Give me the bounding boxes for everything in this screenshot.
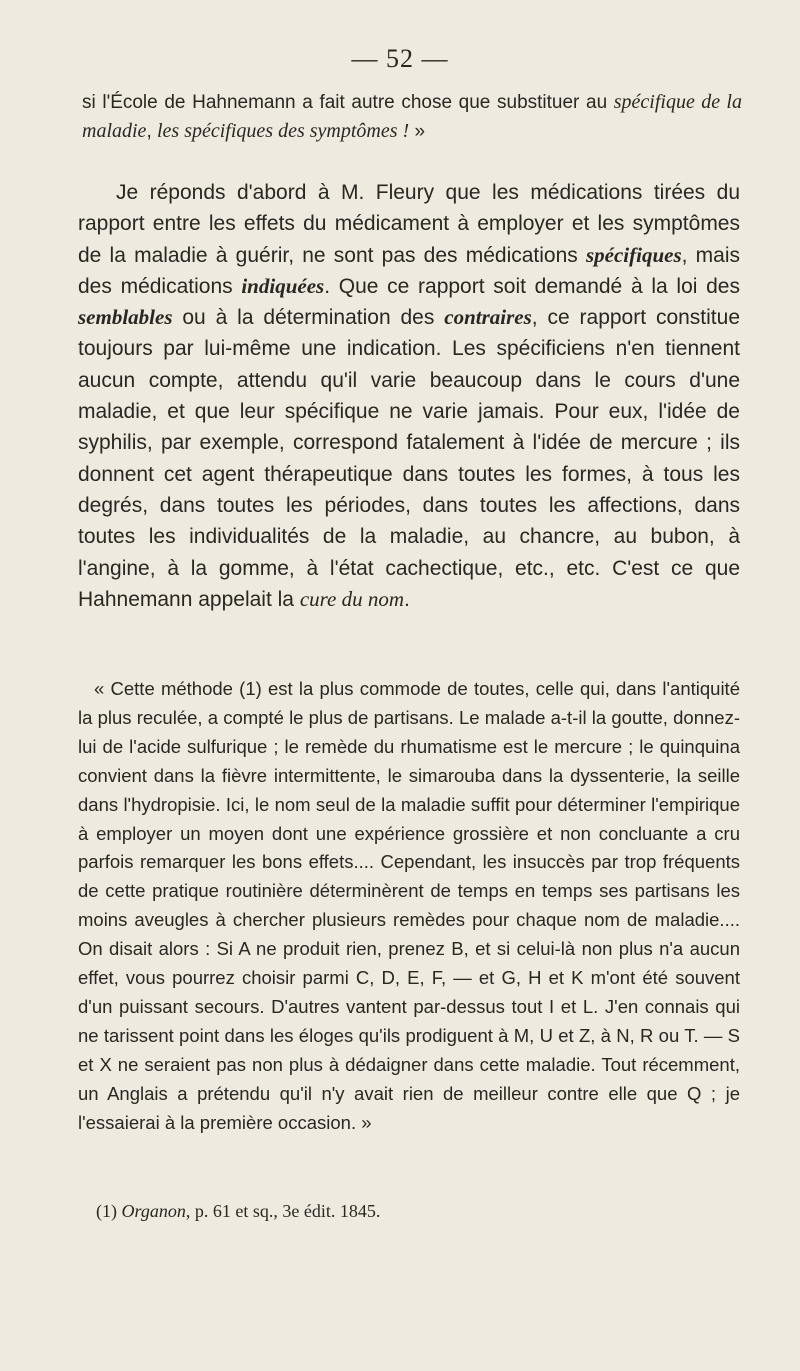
main-text-1: Je réponds d'abord à M. Fleury que les médications tirées du rapport entre les effets du médicament à employer et les symptômes de la maladie à guérir, ne sont pas des médications <box>78 181 740 267</box>
main-text-6: . <box>404 587 410 611</box>
main-paragraph-text <box>78 177 740 615</box>
intro-quote <box>82 88 742 146</box>
main-emphasis-2: indiquées <box>241 273 325 298</box>
footnote-rest: , p. 61 et sq., 3e édit. 1845. <box>185 1201 381 1221</box>
main-text-4: ou à la détermination des <box>172 306 445 330</box>
main-emphasis-4: contraires <box>444 305 532 330</box>
intro-text-2: , <box>146 121 157 142</box>
intro-italic-1: spécifique de la maladie <box>82 91 742 142</box>
intro-text-1: si l'École de Hahnemann a fait autre chose que substituer au <box>82 92 614 113</box>
footnote-title: Organon <box>121 1201 186 1221</box>
main-paragraph <box>78 177 740 615</box>
footnote-marker: (1) <box>96 1201 122 1221</box>
main-text-2: , mais des médications <box>78 243 740 298</box>
main-emphasis-5: cure du nom <box>299 586 405 611</box>
page-number: — 52 — <box>351 44 449 73</box>
main-text-5: , ce rapport constitue toujours par lui-même une indication. Les spécificiens n'en tiennent aucun compte, attendu qu'il varie beaucoup dans le cours d'une maladie, et que leur spécifique ne varie jamais. Pour eux, l'idée de syphilis, par exemple, correspond fatalement à l'idée de mercure ; ils donnent cet agent thérapeutique dans toutes les formes, à tous les degrés, dans toutes les périodes, dans toutes les affections, dans toutes les individualités de la maladie, au chancre, au bubon, à l'angine, à la gomme, à l'état cachectique, etc., etc. C'est ce que Hahnemann appelait la <box>78 306 740 611</box>
quoted-paragraph-text: « Cette méthode (1) est la plus commode de toutes, celle qui, dans l'antiquité la plus reculée, a compté le plus de partisans. Le malade a-t-il la goutte, donnez-lui de l'acide sulfurique ; le remède du rhumatisme est le mercure ; le quinquina convient dans la fièvre intermittente, le simarouba dans la dyssenterie, la seille dans l'hydropisie. Ici, le nom seul de la maladie suffit pour déterminer l'empirique à employer un moyen dont une expérience grossière et non concluante a cru parfois remarquer les bons effets.... Cependant, les insuccès par trop fréquents de cette pratique routinière déterminèrent de temps en temps ses partisans les moins aveugles à chercher plusieurs remèdes pour chaque nom de maladie.... On disait alors : Si A ne produit rien, prenez B, et si celui-là non plus n'a aucun effet, vous pourrez choisir parmi C, D, E, F, — et G, H et K m'ont été souvent d'un puissant secours. D'autres vantent par-dessus tout I et L. J'en connais qui ne tarissent point dans les éloges qu'ils prodiguent à M, U et Z, à N, R ou T. — S et X ne seraient pas non plus à dédaigner dans cette maladie. Tout récemment, un Anglais a prétendu qu'il n'y avait rien de meilleur contre elle que Q ; je l'essaierai à la première occasion. » <box>78 678 740 1133</box>
main-text-3: . Que ce rapport soit demandé à la loi des <box>324 274 740 298</box>
footnote <box>96 1201 380 1222</box>
quoted-paragraph <box>78 675 740 1138</box>
main-emphasis-1: spécifiques <box>585 242 682 267</box>
main-emphasis-3: semblables <box>78 305 173 330</box>
intro-italic-2: les spécifiques des symptômes ! <box>157 120 410 142</box>
intro-text-3: » <box>409 121 426 142</box>
